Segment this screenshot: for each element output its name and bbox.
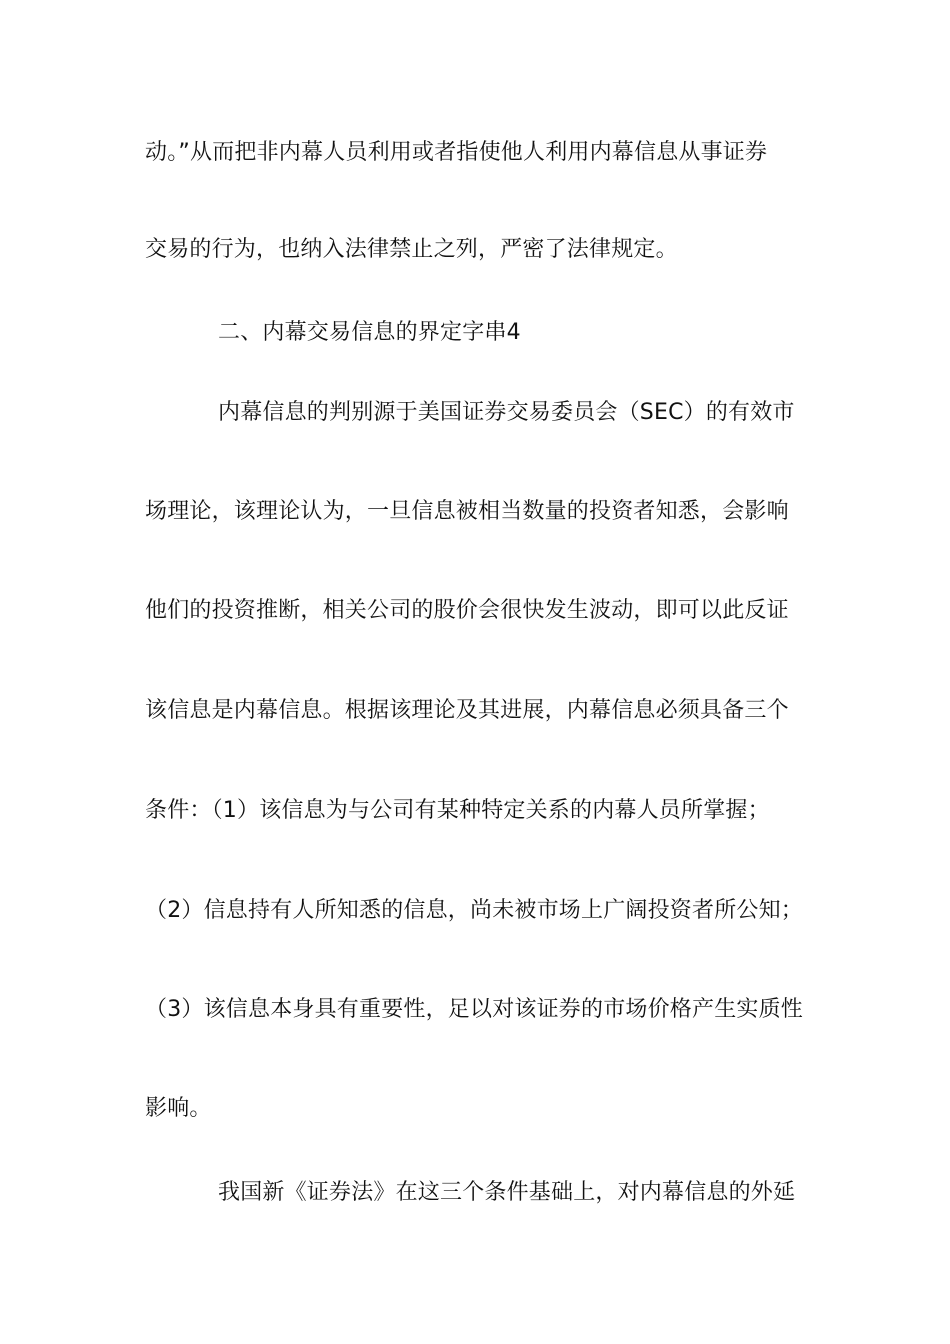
text-line: 条件：（1）该信息为与公司有某种特定关系的内幕人员所掌握； bbox=[145, 798, 770, 823]
text-line: 场理论，该理论认为，一旦信息被相当数量的投资者知悉，会影响 bbox=[145, 499, 789, 524]
paragraph-start: 我国新《证券法》在这三个条件基础上，对内幕信息的外延 bbox=[218, 1180, 796, 1205]
text-line: 交易的行为，也纳入法律禁止之列，严密了法律规定。 bbox=[145, 237, 678, 262]
text-line: 影响。 bbox=[145, 1096, 212, 1121]
section-heading: 二、内幕交易信息的界定字串4 bbox=[218, 320, 521, 345]
text-line: 他们的投资推断，相关公司的股价会很快发生波动，即可以此反证 bbox=[145, 598, 789, 623]
paragraph-start: 内幕信息的判别源于美国证券交易委员会（SEC）的有效市 bbox=[218, 400, 795, 425]
text-line: 该信息是内幕信息。根据该理论及其进展，内幕信息必须具备三个 bbox=[145, 698, 789, 723]
text-line: （3）该信息本身具有重要性，足以对该证券的市场价格产生实质性 bbox=[145, 997, 803, 1022]
text-line: （2）信息持有人所知悉的信息，尚未被市场上广阔投资者所公知； bbox=[145, 898, 803, 923]
text-line: 动。”从而把非内幕人员利用或者指使他人利用内幕信息从事证券 bbox=[145, 140, 768, 165]
